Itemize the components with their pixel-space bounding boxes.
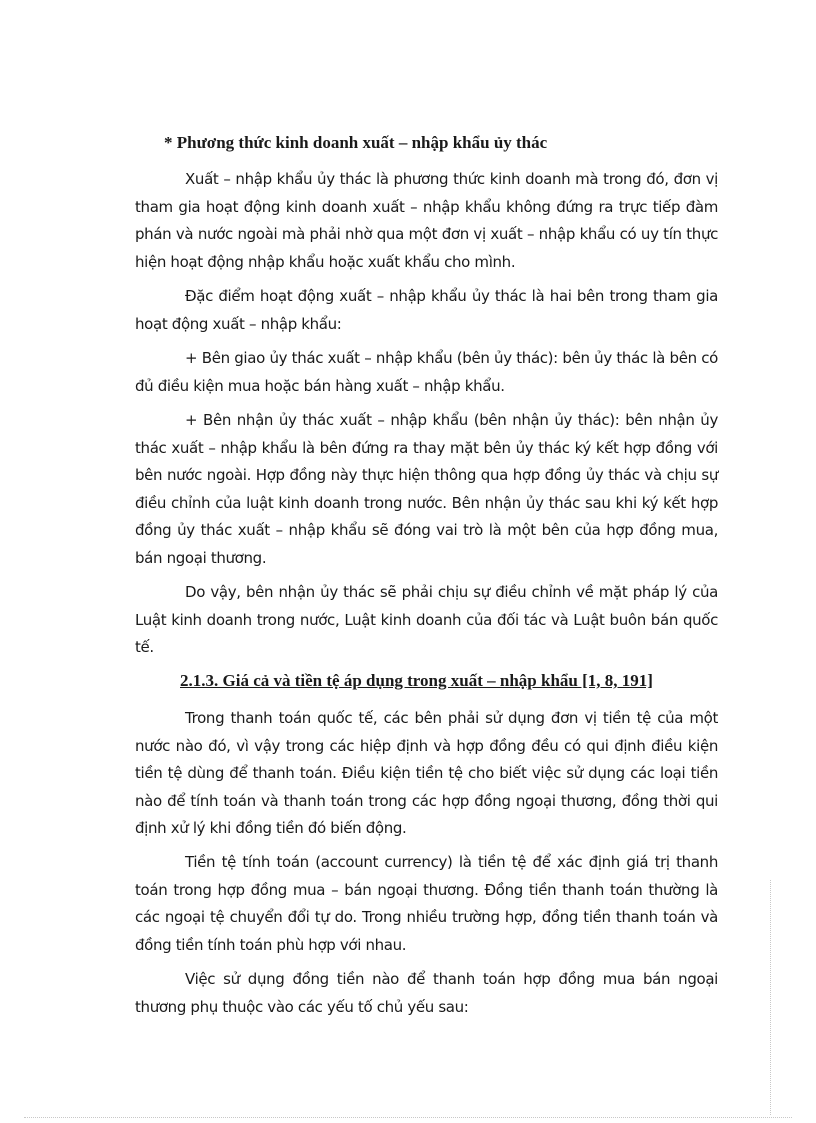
- paragraph-entrusted-party: + Bên nhận ủy thác xuất – nhập khẩu (bên nhận ủy thác): bên nhận ủy thác xuất – nhập khẩu là bên đứng ra thay mặt bên ủy thác ký kết hợp đồng với bên nước ngoài. Hợp đồng này thực hiện thông qua hợp đồng ủy thác và chịu sự điều chỉnh của luật kinh doanh trong nước. Bên nhận ủy thác sau khi ký kết hợp đồng ủy thác xuất – nhập khẩu sẽ đóng vai trò là một bên của hợp đồng mua, bán ngoại thương.: [135, 411, 718, 567]
- paragraph-characteristics: Đặc điểm hoạt động xuất – nhập khẩu ủy thác là hai bên trong tham gia hoạt động xuất – nhập khẩu:: [135, 287, 718, 333]
- paragraph-legal: Do vậy, bên nhận ủy thác sẽ phải chịu sự điều chỉnh về mặt pháp lý của Luật kinh doanh trong nước, Luật kinh doanh của đối tác và Luật buôn bán quốc tế.: [135, 583, 718, 656]
- margin-guide-line: [770, 880, 771, 1115]
- paragraph-international-payment: Trong thanh toán quốc tế, các bên phải sử dụng đơn vị tiền tệ của một nước nào đó, vì vậy trong các hiệp định và hợp đồng đều có qui định điều kiện tiền tệ dùng để thanh toán. Điều kiện tiền tệ cho biết việc sử dụng các loại tiền nào để tính toán và thanh toán trong các hợp đồng ngoại thương, đồng thời qui định xử lý khi đồng tiền đó biến động.: [135, 709, 718, 837]
- section-heading: 2.1.3. Giá cả và tiền tệ áp dụng trong xuất – nhập khẩu [1, 8, 191]: [180, 671, 653, 690]
- subsection-heading: * Phương thức kinh doanh xuất – nhập khẩu ủy thác: [164, 133, 548, 152]
- paragraph-account-currency: Tiền tệ tính toán (account currency) là tiền tệ để xác định giá trị thanh toán trong hợp đồng mua – bán ngoại thương. Đồng tiền thanh toán thường là các ngoại tệ chuyển đổi tự do. Trong nhiều trường hợp, đồng tiền thanh toán và đồng tiền tính toán phù hợp với nhau.: [135, 853, 718, 954]
- paragraph-entrusting-party: + Bên giao ủy thác xuất – nhập khẩu (bên ủy thác): bên ủy thác là bên có đủ điều kiện mua hoặc bán hàng xuất – nhập khẩu.: [135, 349, 718, 395]
- footer-dotted-line: [24, 1117, 792, 1118]
- paragraph-currency-choice: Việc sử dụng đồng tiền nào để thanh toán hợp đồng mua bán ngoại thương phụ thuộc vào các yếu tố chủ yếu sau:: [135, 970, 718, 1016]
- paragraph-definition: Xuất – nhập khẩu ủy thác là phương thức kinh doanh mà trong đó, đơn vị tham gia hoạt động kinh doanh xuất – nhập khẩu không đứng ra trực tiếp đàm phán và nước ngoài mà phải nhờ qua một đơn vị xuất – nhập khẩu có uy tín thực hiện hoạt động nhập khẩu hoặc xuất khẩu cho mình.: [135, 170, 718, 271]
